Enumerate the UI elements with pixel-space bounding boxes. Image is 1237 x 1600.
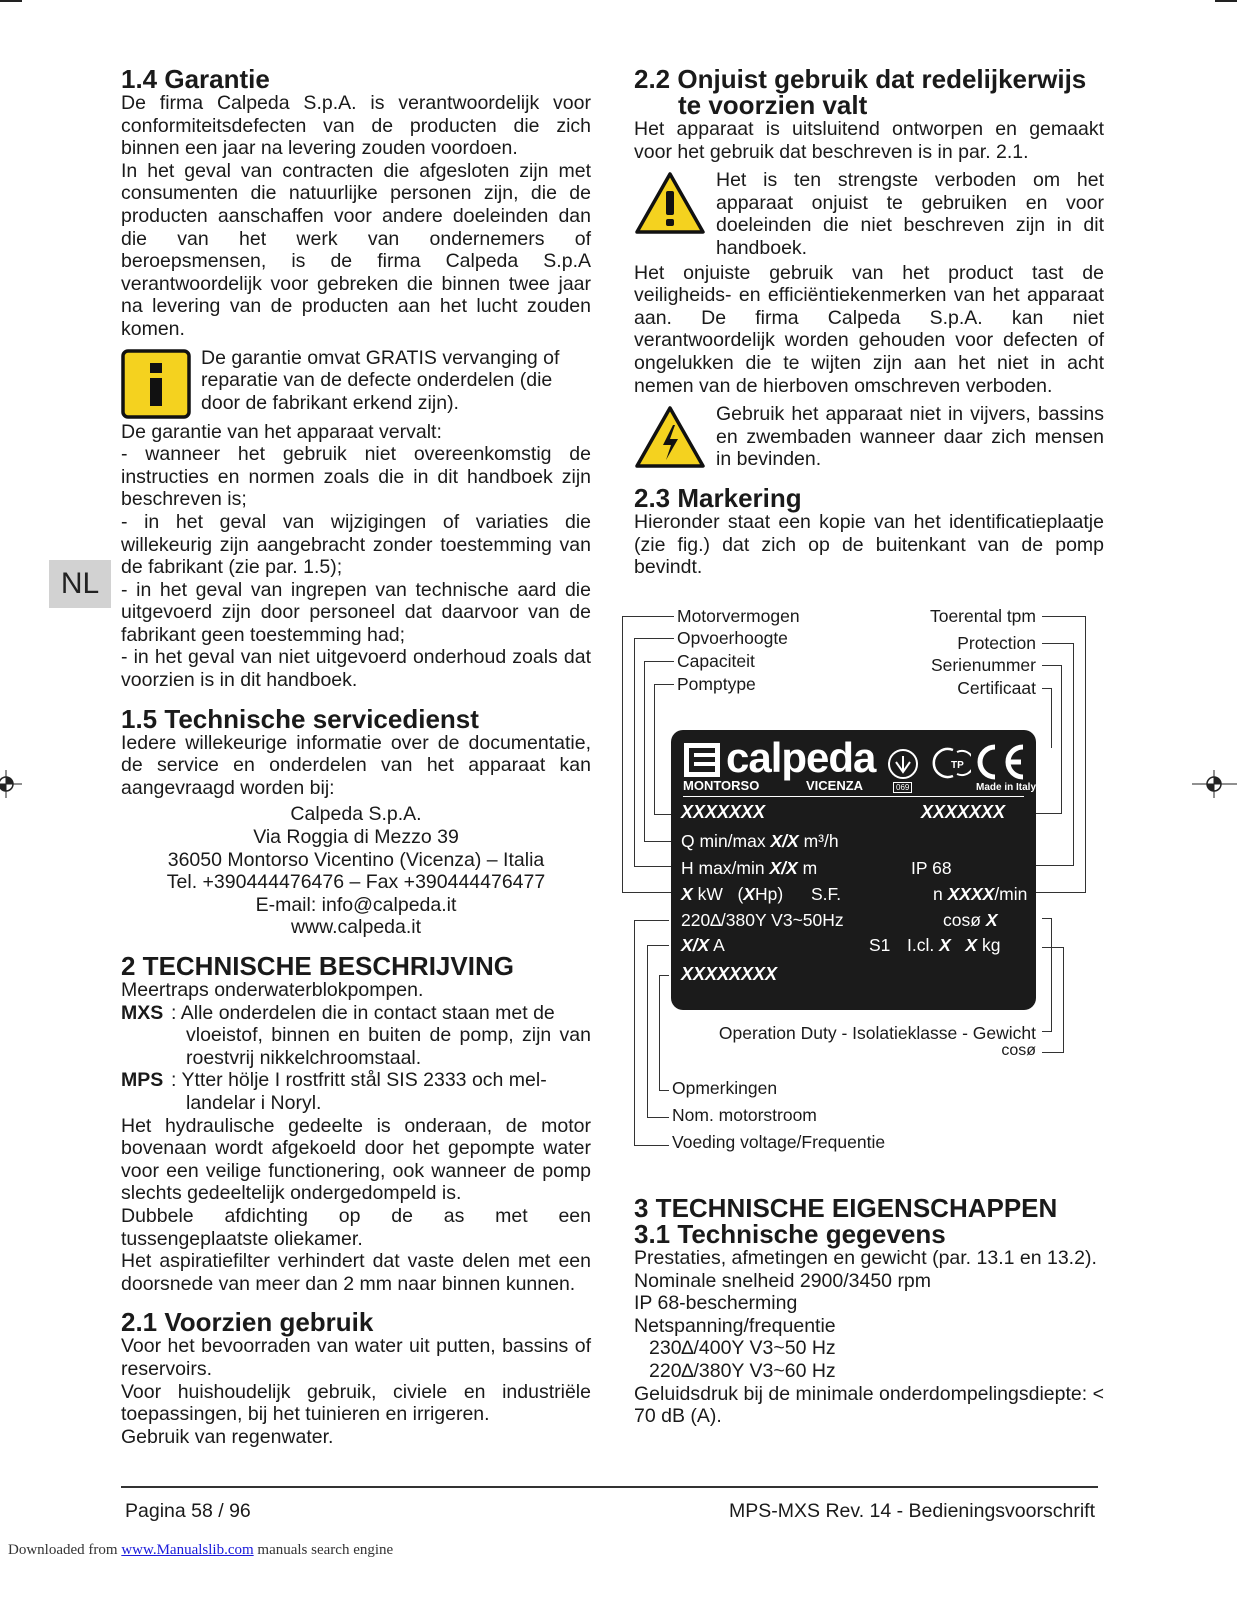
city-vicenza: VICENZA bbox=[806, 778, 864, 793]
leader-line bbox=[647, 1117, 669, 1118]
paragraph: Voor het bevoorraden van water uit putten, bassins of reservoirs. bbox=[121, 1335, 591, 1380]
city: 36050 Montorso Vicentino (Vicenza) – Italia bbox=[167, 848, 545, 871]
label-operation-duty: Operation Duty - Isolatieklasse - Gewicht bbox=[718, 1023, 1036, 1043]
download-prefix: Downloaded from bbox=[8, 1542, 118, 1558]
definition-list bbox=[121, 1002, 591, 1115]
definition-text: : Alle onderdelen die in contact staan met de bbox=[171, 1001, 555, 1024]
certification-mark-icon bbox=[887, 748, 919, 780]
company-name: Calpeda S.p.A. bbox=[290, 803, 422, 826]
plate-notes: XXXXXXXX bbox=[681, 964, 778, 984]
leader-line bbox=[622, 616, 674, 617]
leader-line bbox=[1063, 947, 1064, 1052]
voltage-item: 220∆/380Y V3~60 Hz bbox=[649, 1359, 836, 1382]
plate-serial: XXXXXXX bbox=[921, 802, 1006, 822]
leader-line bbox=[659, 975, 669, 976]
left-column bbox=[121, 66, 591, 1448]
street: Via Roggia di Mezzo 39 bbox=[253, 826, 459, 849]
flow-label: Q min/max bbox=[681, 831, 766, 851]
section-title: 2.2 Onjuist gebruik dat redelijkerwijs te voorzien valt bbox=[634, 64, 1087, 120]
email: E-mail: info@calpeda.it bbox=[255, 893, 457, 916]
label-pomptype: Pomptype bbox=[677, 674, 756, 694]
paragraph: Het apparaat is uitsluitend ontworpen en gemaakt voor het gebruik dat beschreven is in par. 2.1. bbox=[634, 118, 1104, 163]
insulation-value: X bbox=[939, 935, 951, 955]
power-value: X bbox=[681, 884, 693, 904]
cos-label: cosø bbox=[943, 910, 981, 930]
speed-label: n bbox=[933, 884, 943, 904]
warning-notice bbox=[634, 169, 1104, 259]
weight-unit: kg bbox=[981, 935, 1001, 955]
paragraph: Het aspiratiefilter verhindert dat vaste delen met een doorsnede van meer dan 2 mm naar binnen kunnen. bbox=[121, 1250, 591, 1295]
label-voeding: Voeding voltage/Frequentie bbox=[672, 1132, 886, 1152]
paragraph: Gebruik van regenwater. bbox=[121, 1425, 334, 1448]
flow-value: X/X bbox=[770, 831, 799, 851]
download-note bbox=[8, 1542, 393, 1559]
label-opmerkingen: Opmerkingen bbox=[672, 1078, 778, 1098]
electric-hazard-icon bbox=[634, 405, 706, 469]
ce-mark-icon bbox=[973, 742, 1029, 782]
section-markering bbox=[634, 482, 1104, 579]
leader-line bbox=[1051, 918, 1052, 1031]
paragraph: Dubbele afdichting op de as met een tussengeplaatste oliekamer. bbox=[121, 1204, 591, 1250]
paragraph: In het geval van contracten die afgesloten zijn met consumenten die natuurlijke personen zijn, die de producten aanschaffen voor andere doeleinden dan die van het werk van ondernemers of beroepsmensen, is de firma Calpeda S.p.A verantwoordelijk voor gebreken die binnen twee jaar na levering van de producten aan het lucht zouden komen. bbox=[121, 159, 591, 340]
leader-line bbox=[1042, 1031, 1052, 1032]
paragraph: Netspanning/frequentie bbox=[634, 1314, 836, 1337]
definition-key: MPS bbox=[121, 1069, 164, 1092]
label-serienummer: Serienummer bbox=[930, 655, 1036, 675]
leader-line bbox=[634, 638, 635, 866]
label-toerental: Toerental tpm bbox=[929, 606, 1036, 626]
leader-line bbox=[1042, 616, 1086, 617]
head-unit: m bbox=[802, 858, 818, 878]
leader-line bbox=[1036, 892, 1086, 893]
leader-line bbox=[1036, 813, 1062, 814]
definition-value bbox=[171, 1069, 591, 1114]
plate-voltage: 220∆/380Y V3~50Hz bbox=[681, 910, 844, 930]
label-motorstroom: Nom. motorstroom bbox=[672, 1105, 817, 1125]
leader-line bbox=[659, 1090, 669, 1091]
download-suffix: manuals search engine bbox=[253, 1542, 394, 1558]
document-title: MPS-MXS Rev. 14 - Bedieningsvoorschrift bbox=[729, 1500, 1095, 1522]
brand-name: calpeda bbox=[726, 734, 876, 781]
definition-text: landelar i Noryl. bbox=[186, 1091, 322, 1114]
leader-line bbox=[647, 945, 669, 946]
leader-line bbox=[659, 975, 660, 1090]
section-technische-beschrijving bbox=[121, 953, 591, 1295]
leader-line bbox=[654, 684, 674, 685]
svg-text:TP: TP bbox=[951, 760, 964, 771]
paragraph: Nominale snelheid 2900/3450 rpm bbox=[634, 1269, 932, 1292]
address-block bbox=[121, 803, 591, 939]
paragraph: De garantie van het apparaat vervalt: bbox=[121, 420, 442, 443]
plate-power bbox=[681, 884, 783, 905]
language-tab: NL bbox=[49, 560, 111, 608]
plate-insulation bbox=[907, 935, 1000, 956]
page-number: Pagina 58 / 96 bbox=[125, 1500, 251, 1522]
plate-sf: S.F. bbox=[811, 884, 842, 904]
registration-mark-right bbox=[1192, 770, 1237, 798]
definition-item bbox=[121, 1069, 591, 1114]
plate-speed bbox=[933, 884, 1027, 905]
list-item: - in het geval van wijzigingen of variaties die willekeurig zijn aangebracht zonder toestemming van de fabrikant (zie par. 1.5); bbox=[121, 510, 591, 579]
label-certificaat: Certificaat bbox=[957, 678, 1036, 698]
right-column bbox=[634, 66, 1104, 579]
definition-value bbox=[171, 1002, 591, 1070]
section-title: 1.4 Garantie bbox=[121, 64, 270, 94]
speed-value: XXXX bbox=[947, 884, 995, 904]
danger-notice bbox=[634, 403, 1104, 471]
subsection-title: 3.1 Technische gegevens bbox=[634, 1219, 946, 1249]
paragraph: De firma Calpeda S.p.A. is verantwoordelijk voor conformiteitsdefecten van de producten die zich binnen een jaar na levering zouden voordoen. bbox=[121, 92, 591, 160]
calpeda-logo-icon bbox=[683, 742, 721, 778]
leader-line bbox=[644, 661, 645, 841]
list-item: - in het geval van ingrepen van technische aard die uitgevoerd zijn door personeel dat daarvoor van de fabrikant geen toestemming had; bbox=[121, 578, 591, 646]
paragraph: Geluidsdruk bij de minimale onderdompelingsdiepte: < 70 dB (A). bbox=[634, 1382, 1104, 1428]
definition-item bbox=[121, 1002, 591, 1070]
leader-line bbox=[622, 616, 623, 892]
paragraph: Het hydraulische gedeelte is onderaan, de motor bovenaan wordt afgekoeld door het gepompte water voor een veilige functionering, ook wanneer de pomp slechts gedeeltelijk ondergedompeld is. bbox=[121, 1114, 591, 1205]
footer-rule bbox=[121, 1486, 1098, 1488]
leader-line bbox=[1042, 1052, 1064, 1053]
leader-line bbox=[644, 661, 674, 662]
leader-line bbox=[634, 920, 669, 921]
section-title: 2.3 Markering bbox=[634, 482, 802, 513]
head-label: H max/min bbox=[681, 858, 765, 878]
phone: Tel. +390444476476 – Fax +390444476477 bbox=[166, 871, 546, 894]
hp-value: X bbox=[743, 884, 755, 904]
current-value: X/X bbox=[681, 935, 710, 955]
section-title: 1.5 Technische servicedienst bbox=[121, 703, 479, 734]
warning-icon bbox=[634, 171, 706, 235]
plate-flow bbox=[681, 831, 839, 852]
info-notice bbox=[121, 347, 591, 419]
section-title: 3 TECHNISCHE EIGENSCHAPPEN bbox=[634, 1193, 1058, 1223]
crop-mark-top-right bbox=[1215, 0, 1237, 2]
head-value: X/X bbox=[769, 858, 798, 878]
list-item: - in het geval van niet uitgevoerd onderhoud zoals dat voorzien is in dit handboek. bbox=[121, 646, 591, 692]
leader-line bbox=[1051, 688, 1052, 748]
notice-text: Het is ten strengste verboden om het apparaat onjuist te gebruiken en voor doeleinden die niet beschreven zijn in dit handboek. bbox=[716, 169, 1104, 259]
download-link[interactable]: www.Manualslib.com bbox=[121, 1542, 254, 1558]
leader-line bbox=[634, 866, 672, 867]
leader-line bbox=[634, 638, 674, 639]
section-technische-eigenschappen bbox=[634, 1195, 1104, 1428]
hp-bracket: ( bbox=[737, 884, 744, 904]
current-unit: A bbox=[713, 935, 725, 955]
made-in-italy: Made in Italy bbox=[976, 782, 1037, 793]
leader-line bbox=[634, 920, 635, 1145]
label-protection: Protection bbox=[957, 633, 1036, 653]
crop-mark-top-left bbox=[0, 0, 22, 2]
definition-text: : Ytter hölje I rostfritt stål SIS 2333 och mel- bbox=[171, 1069, 547, 1092]
section-garantie bbox=[121, 66, 591, 692]
paragraph: IP 68-bescherming bbox=[634, 1292, 798, 1315]
section-title: 2.1 Voorzien gebruik bbox=[121, 1307, 374, 1338]
leader-line bbox=[1073, 643, 1074, 865]
leader-line bbox=[1036, 865, 1074, 866]
definition-key: MXS bbox=[121, 1001, 164, 1024]
weight-value: X bbox=[965, 935, 978, 955]
leader-line bbox=[1042, 947, 1064, 948]
section-onjuist-gebruik bbox=[634, 66, 1104, 471]
leader-line bbox=[634, 1145, 669, 1146]
paragraph: Meertraps onderwaterblokpompen. bbox=[121, 979, 424, 1001]
insulation-label: I.cl. bbox=[907, 935, 935, 955]
leader-line bbox=[654, 814, 672, 815]
notified-body-number: 069 bbox=[893, 782, 912, 793]
paragraph: Iedere willekeurige informatie over de documentatie, de service en onderdelen van het apparaat kan aangevraagd worden bij: bbox=[121, 731, 591, 799]
paragraph: Het onjuiste gebruik van het product tast de veiligheids- en efficiëntiekenmerken van het apparaat aan. De firma Calpeda S.p.A. kan niet verantwoordelijk worden gehouden voor defecten of ongelukken die te wijten zijn aan het niet in acht nemen van de hierboven omschreven verboden. bbox=[634, 261, 1104, 397]
gost-mark-icon bbox=[923, 744, 971, 782]
nameplate-diagram bbox=[614, 600, 1114, 1160]
leader-line bbox=[1061, 665, 1062, 813]
leader-line bbox=[1085, 616, 1086, 892]
plate-pump-type: XXXXXXX bbox=[681, 802, 766, 822]
registration-mark-left bbox=[0, 770, 22, 798]
label-opvoerhoogte: Opvoerhoogte bbox=[677, 628, 788, 648]
city-montorso: MONTORSO bbox=[683, 778, 760, 793]
definition-text: vloeistof, binnen en buiten de pomp, zijn van roestvrij nikkelchroomstaal. bbox=[186, 1024, 591, 1069]
cos-value: X bbox=[985, 910, 998, 930]
website: www.calpeda.it bbox=[290, 916, 422, 939]
leader-line bbox=[1042, 643, 1074, 644]
list-item: - wanneer het gebruik niet overeenkomstig de instructies en normen zoals die in dit handboek zijn beschreven is; bbox=[121, 443, 591, 511]
plate-divider bbox=[683, 796, 1024, 797]
leader-line bbox=[644, 841, 672, 842]
notice-text: De garantie omvat GRATIS vervanging of reparatie van de defecte onderdelen (die door de fabrikant erkend zijn). bbox=[201, 346, 560, 414]
plate-cos bbox=[943, 910, 998, 931]
plate-duty: S1 bbox=[869, 935, 891, 955]
flow-unit: m³/h bbox=[803, 831, 839, 851]
label-motorvermogen: Motorvermogen bbox=[677, 606, 800, 626]
label-capaciteit: Capaciteit bbox=[677, 651, 755, 671]
plate-head bbox=[681, 858, 817, 879]
leader-line bbox=[647, 945, 648, 1117]
plate-ip: IP 68 bbox=[911, 858, 952, 878]
label-coso: cosø bbox=[1001, 1042, 1036, 1059]
section-voorzien-gebruik bbox=[121, 1309, 591, 1448]
notice-text: Gebruik het apparaat niet in vijvers, bassins en zwembaden wanneer daar zich mensen in bevinden. bbox=[716, 403, 1104, 471]
leader-line bbox=[1042, 665, 1062, 666]
voltage-item: 230∆/400Y V3~50 Hz bbox=[649, 1337, 836, 1360]
plate-current bbox=[681, 935, 725, 956]
info-icon bbox=[121, 349, 191, 419]
section-title: 2 TECHNISCHE BESCHRIJVING bbox=[121, 951, 514, 981]
section-servicedienst bbox=[121, 703, 591, 939]
paragraph: Prestaties, afmetingen en gewicht (par. 13.1 en 13.2). bbox=[634, 1247, 1097, 1269]
speed-unit: /min bbox=[994, 884, 1028, 904]
paragraph: Hieronder staat een kopie van het identificatieplaatje (zie fig.) dat zich op de buitenkant van de pomp bevindt. bbox=[634, 510, 1104, 579]
hp-unit: Hp) bbox=[754, 884, 784, 904]
leader-line bbox=[654, 684, 655, 814]
paragraph: Voor huishoudelijk gebruik, civiele en industriële toepassingen, bij het tuinieren en irrigeren. bbox=[121, 1380, 591, 1426]
power-unit: kW bbox=[697, 884, 723, 904]
leader-line bbox=[622, 892, 672, 893]
nameplate bbox=[671, 730, 1036, 1010]
